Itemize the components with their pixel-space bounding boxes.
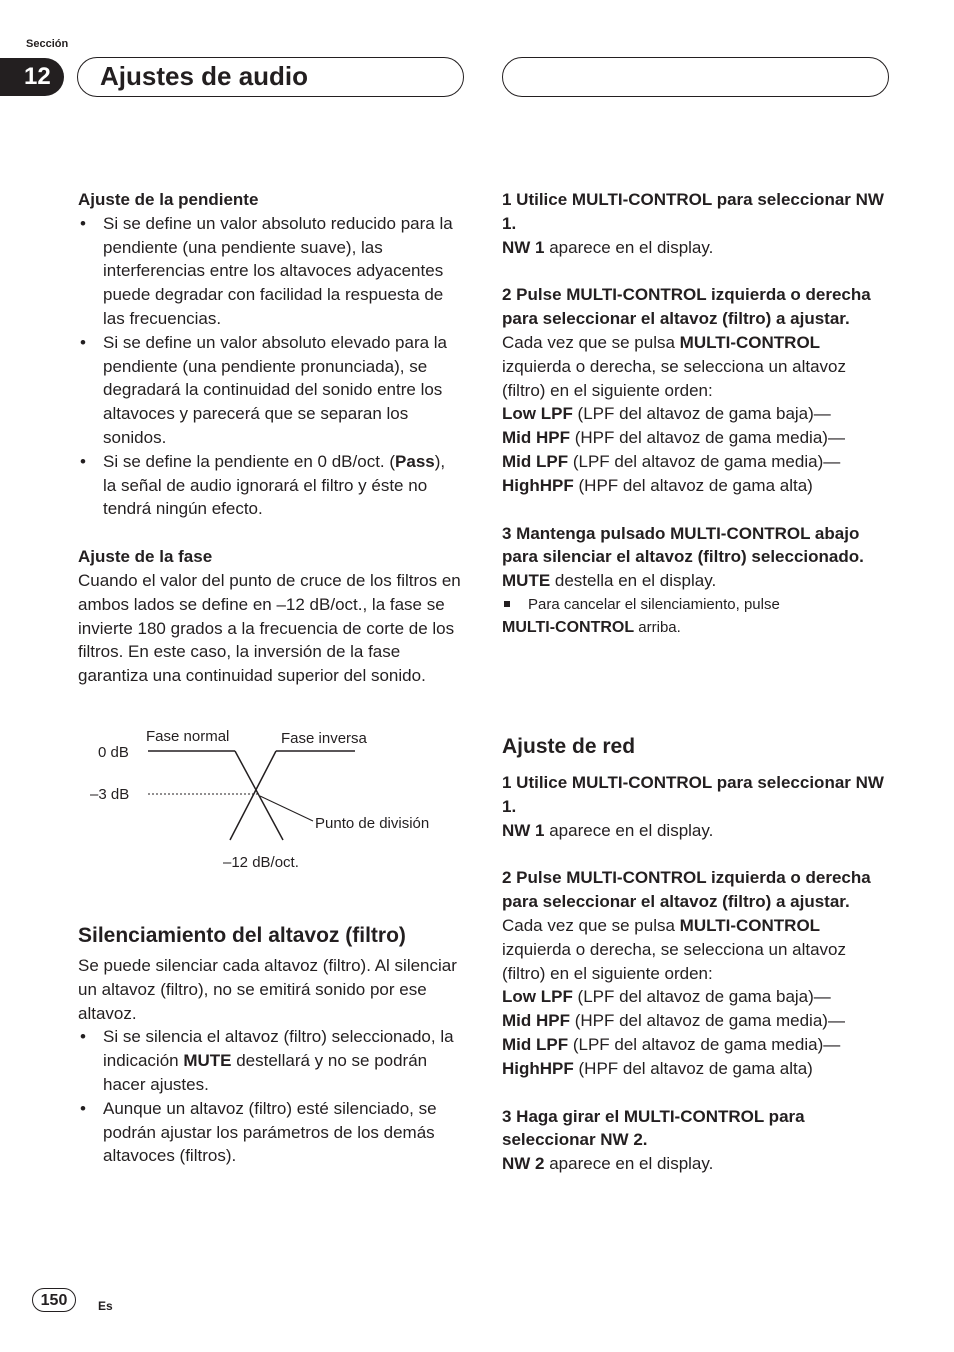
text: Para cancelar el silenciamiento, pulse [528, 595, 780, 613]
step-3-result [502, 569, 887, 593]
filter-name: HighHPF [502, 475, 574, 495]
order-item [502, 426, 887, 450]
language-code: Es [98, 1299, 113, 1313]
label-3db: –3 dB [90, 786, 130, 803]
text: (LPF del altavoz de gama baja)— [572, 987, 831, 1007]
multi-control-term: MULTI-CONTROL [679, 915, 821, 935]
text: ), la señal de audio ignorará el filtro y éste no tendrá ningún efecto. [103, 451, 446, 519]
label-punto-division: Punto de división [315, 815, 430, 832]
list-item [78, 450, 463, 521]
silenciamiento-heading: Silenciamiento del altavoz (filtro) [78, 924, 406, 947]
text: (HPF del altavoz de gama media)— [570, 1011, 845, 1031]
step-3: 3 Mantenga pulsado MULTI-CONTROL abajo para silenciar el altavoz (filtro) seleccionado. [502, 523, 864, 567]
filter-name: HighHPF [502, 1058, 574, 1078]
text: destellará y no se podrán hacer ajustes. [103, 1051, 428, 1094]
text: izquierda o derecha, se selecciona un altavoz (filtro) en el siguiente orden: [502, 356, 846, 400]
text: (HPF del altavoz de gama alta) [573, 1058, 813, 1078]
label-fase-normal: Fase normal [146, 728, 230, 745]
list-item [78, 1025, 463, 1096]
text: (LPF del altavoz de gama media)— [568, 451, 841, 471]
order-item [502, 1009, 887, 1033]
right-column [502, 188, 887, 639]
nw1-term: NW 1 [502, 820, 545, 840]
step-1-result [502, 236, 887, 260]
label-fase-inversa: Fase inversa [281, 730, 367, 747]
nw2-term: NW 2 [502, 1154, 545, 1174]
step-1: 1 Utilice MULTI-CONTROL para seleccionar NW 1. [502, 190, 884, 233]
step-2: 2 Pulse MULTI-CONTROL izquierda o derecha para seleccionar el altavoz (filtro) a ajustar. [502, 285, 871, 329]
filter-name: Low LPF [502, 987, 573, 1007]
section-label: Sección [26, 38, 69, 50]
step-2-desc [502, 331, 887, 402]
order-item [502, 1057, 887, 1081]
right-title-frame [502, 57, 889, 97]
red-step-2: 2 Pulse MULTI-CONTROL izquierda o derecha para seleccionar el altavoz (filtro) a ajustar. [502, 868, 871, 912]
text: (HPF del altavoz de gama media)— [570, 428, 845, 448]
order-item [502, 1033, 887, 1057]
text: Cada vez que se pulsa [502, 332, 680, 352]
label-slope: –12 dB/oct. [223, 854, 299, 871]
mute-term: MUTE [183, 1051, 232, 1071]
multi-control-term: MULTI-CONTROL [502, 618, 635, 636]
inverse-slope-line [230, 751, 276, 840]
text: (LPF del altavoz de gama baja)— [572, 404, 831, 424]
filter-name: Mid HPF [502, 428, 570, 448]
order-item [502, 402, 887, 426]
red-heading: Ajuste de red [502, 735, 636, 758]
division-pointer-line [260, 796, 313, 821]
pass-term: Pass [395, 451, 435, 471]
filter-name: Mid LPF [502, 451, 569, 471]
fase-body: Cuando el valor del punto de cruce de los filtros en ambos lados se define en –12 dB/oct., la fase se invierte 180 grados a la frecuencia de corte de los filtros. En este caso, la inversión de la fase garantiza una continuidad superior del sonido. [78, 570, 461, 686]
text: (LPF del altavoz de gama media)— [568, 1034, 841, 1054]
text: aparece en el display. [544, 237, 714, 257]
red-step-1-result [502, 819, 887, 843]
red-step-3: 3 Haga girar el MULTI-CONTROL para seleccionar NW 2. [502, 1106, 805, 1150]
list-item: • Si se define un valor absoluto reducido para la pendiente (una pendiente suave), las interferencias entre los altavoces adyacentes puede degradar con facilidad la respuesta de las frecuencias. [78, 212, 463, 331]
red-section [502, 733, 887, 1176]
fase-heading: Ajuste de la fase [78, 547, 213, 567]
label-0db: 0 dB [98, 744, 129, 761]
text: aparece en el display. [544, 820, 714, 840]
cancel-note [502, 593, 887, 639]
text: izquierda o derecha, se selecciona un altavoz (filtro) en el siguiente orden: [502, 939, 846, 983]
text: (HPF del altavoz de gama alta) [573, 475, 813, 495]
text: Si se silencia el altavoz (filtro) seleccionado, la indicación [103, 1027, 454, 1071]
order-item [502, 450, 887, 474]
order-item [502, 474, 887, 498]
text: aparece en el display. [544, 1154, 714, 1174]
silenciamiento-list [78, 1025, 463, 1168]
mute-term: MUTE [502, 571, 551, 591]
left-column [78, 188, 463, 688]
page-title: Ajustes de audio [100, 61, 309, 91]
pendiente-heading: Ajuste de la pendiente [78, 190, 259, 209]
red-step-2-desc [502, 914, 887, 985]
red-step-1: 1 Utilice MULTI-CONTROL para seleccionar NW 1. [502, 773, 884, 816]
section-number: 12 [0, 58, 64, 96]
multi-control-term: MULTI-CONTROL [679, 332, 821, 352]
nw1-term: NW 1 [502, 237, 545, 257]
text: destella en el display. [550, 571, 717, 591]
list-item: • Si se define un valor absoluto elevado para la pendiente (una pendiente pronunciada), se degradará la continuidad del sonido entre los altavoces y parecerá que se separan los sonidos. [78, 331, 463, 450]
normal-slope-line [235, 751, 283, 840]
list-item: • Aunque un altavoz (filtro) esté silenciado, se podrán ajustar los parámetros de los demás altavoces (filtros). [78, 1097, 463, 1168]
filter-name: Mid LPF [502, 1034, 569, 1054]
silenciamiento-body: Se puede silenciar cada altavoz (filtro). Al silenciar un altavoz (filtro), no se emitirá sonido por ese altavoz. [78, 956, 457, 1023]
red-step-3-result [502, 1152, 887, 1176]
phase-diagram [78, 720, 468, 880]
order-item [502, 985, 887, 1009]
silenciamiento-section [78, 922, 463, 1168]
filter-name: Mid HPF [502, 1011, 570, 1031]
text: Si se define la pendiente en 0 dB/oct. ( [103, 451, 396, 471]
text: Cada vez que se pulsa [502, 915, 680, 935]
page-number: 150 [32, 1288, 76, 1312]
pendiente-list [78, 212, 463, 521]
text: arriba. [634, 618, 681, 636]
filter-name: Low LPF [502, 404, 573, 424]
